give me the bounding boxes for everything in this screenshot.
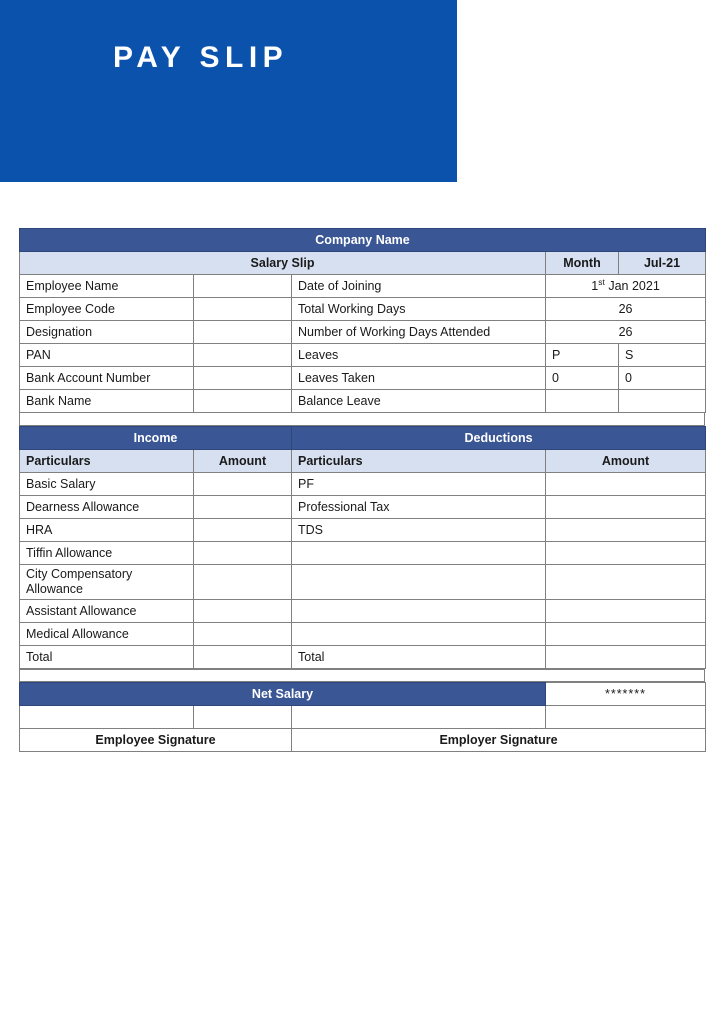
header-banner — [0, 0, 457, 182]
deduction-amount[interactable] — [546, 542, 706, 565]
income-header: Income — [20, 427, 292, 450]
deduction-label: Professional Tax — [292, 496, 546, 519]
table-row — [20, 519, 706, 542]
deduction-label — [292, 623, 546, 646]
table-row — [20, 390, 706, 413]
salary-slip-row — [20, 252, 706, 275]
signature-blank-cell[interactable] — [546, 706, 706, 729]
leaves-taken-p-value[interactable]: 0 — [546, 367, 619, 390]
deduction-amount[interactable] — [546, 496, 706, 519]
table-row — [20, 542, 706, 565]
employee-signature-label: Employee Signature — [20, 729, 292, 752]
employee-code-label: Employee Code — [20, 298, 194, 321]
income-label: Tiffin Allowance — [20, 542, 194, 565]
income-amount[interactable] — [194, 623, 292, 646]
employee-name-value[interactable] — [194, 275, 292, 298]
bank-account-number-value[interactable] — [194, 367, 292, 390]
income-amount[interactable] — [194, 565, 292, 600]
column-header-row — [20, 450, 706, 473]
leaves-s-value[interactable]: S — [619, 344, 706, 367]
balance-leave-label: Balance Leave — [292, 390, 546, 413]
bank-name-label: Bank Name — [20, 390, 194, 413]
signature-blank-row — [20, 706, 706, 729]
pan-value[interactable] — [194, 344, 292, 367]
net-salary-label: Net Salary — [20, 683, 546, 706]
totals-row — [20, 646, 706, 669]
deduction-amount[interactable] — [546, 519, 706, 542]
employee-name-label: Employee Name — [20, 275, 194, 298]
table-row — [20, 321, 706, 344]
income-label: Dearness Allowance — [20, 496, 194, 519]
table-row — [20, 473, 706, 496]
deduction-total-amount[interactable] — [546, 646, 706, 669]
total-working-days-label: Total Working Days — [292, 298, 546, 321]
balance-leave-p-value[interactable] — [546, 390, 619, 413]
deduction-label: TDS — [292, 519, 546, 542]
income-amount[interactable] — [194, 542, 292, 565]
table-row — [20, 344, 706, 367]
deduction-label — [292, 600, 546, 623]
section-spacer — [19, 669, 705, 682]
company-name-row — [20, 229, 706, 252]
date-of-joining-value[interactable]: 1st Jan 2021 — [546, 275, 706, 298]
salary-slip-label: Salary Slip — [20, 252, 546, 275]
pan-label: PAN — [20, 344, 194, 367]
bank-account-number-label: Bank Account Number — [20, 367, 194, 390]
deduction-amount[interactable] — [546, 473, 706, 496]
income-amount[interactable] — [194, 496, 292, 519]
deduction-label: PF — [292, 473, 546, 496]
employee-code-value[interactable] — [194, 298, 292, 321]
income-label: Medical Allowance — [20, 623, 194, 646]
leaves-p-value[interactable]: P — [546, 344, 619, 367]
net-salary-row — [20, 683, 706, 706]
leaves-taken-label: Leaves Taken — [292, 367, 546, 390]
balance-leave-s-value[interactable] — [619, 390, 706, 413]
income-particulars-header: Particulars — [20, 450, 194, 473]
income-amount[interactable] — [194, 600, 292, 623]
income-label: Assistant Allowance — [20, 600, 194, 623]
employer-signature-label: Employer Signature — [292, 729, 706, 752]
leaves-label: Leaves — [292, 344, 546, 367]
days-attended-value[interactable]: 26 — [546, 321, 706, 344]
deduction-label — [292, 542, 546, 565]
table-row — [20, 623, 706, 646]
income-amount[interactable] — [194, 473, 292, 496]
deduction-amount[interactable] — [546, 565, 706, 600]
income-total-label: Total — [20, 646, 194, 669]
signature-blank-cell[interactable] — [194, 706, 292, 729]
income-total-amount[interactable] — [194, 646, 292, 669]
table-row — [20, 275, 706, 298]
net-salary-value[interactable]: ******* — [546, 683, 706, 706]
table-row — [20, 298, 706, 321]
designation-value[interactable] — [194, 321, 292, 344]
net-salary-table — [19, 682, 706, 752]
days-attended-label: Number of Working Days Attended — [292, 321, 546, 344]
deduction-amount[interactable] — [546, 600, 706, 623]
section-header-row — [20, 427, 706, 450]
income-deductions-table — [19, 426, 706, 669]
month-label: Month — [546, 252, 619, 275]
income-label: Basic Salary — [20, 473, 194, 496]
income-amount[interactable] — [194, 519, 292, 542]
table-row — [20, 565, 706, 600]
deduction-label — [292, 565, 546, 600]
income-label: HRA — [20, 519, 194, 542]
month-value: Jul-21 — [619, 252, 706, 275]
total-working-days-value[interactable]: 26 — [546, 298, 706, 321]
income-amount-header: Amount — [194, 450, 292, 473]
leaves-taken-s-value[interactable]: 0 — [619, 367, 706, 390]
table-row — [20, 367, 706, 390]
income-label: City Compensatory Allowance — [20, 565, 194, 600]
deductions-amount-header: Amount — [546, 450, 706, 473]
signature-blank-cell[interactable] — [292, 706, 546, 729]
table-row — [20, 496, 706, 519]
company-name-header: Company Name — [20, 229, 706, 252]
payslip-document — [19, 228, 705, 752]
employee-info-table — [19, 228, 706, 413]
signature-label-row — [20, 729, 706, 752]
signature-blank-cell[interactable] — [20, 706, 194, 729]
deduction-amount[interactable] — [546, 623, 706, 646]
deductions-header: Deductions — [292, 427, 706, 450]
deduction-total-label: Total — [292, 646, 546, 669]
table-row — [20, 600, 706, 623]
section-spacer — [19, 413, 705, 426]
date-of-joining-label: Date of Joining — [292, 275, 546, 298]
page-title: PAY SLIP — [113, 41, 289, 74]
deductions-particulars-header: Particulars — [292, 450, 546, 473]
designation-label: Designation — [20, 321, 194, 344]
bank-name-value[interactable] — [194, 390, 292, 413]
